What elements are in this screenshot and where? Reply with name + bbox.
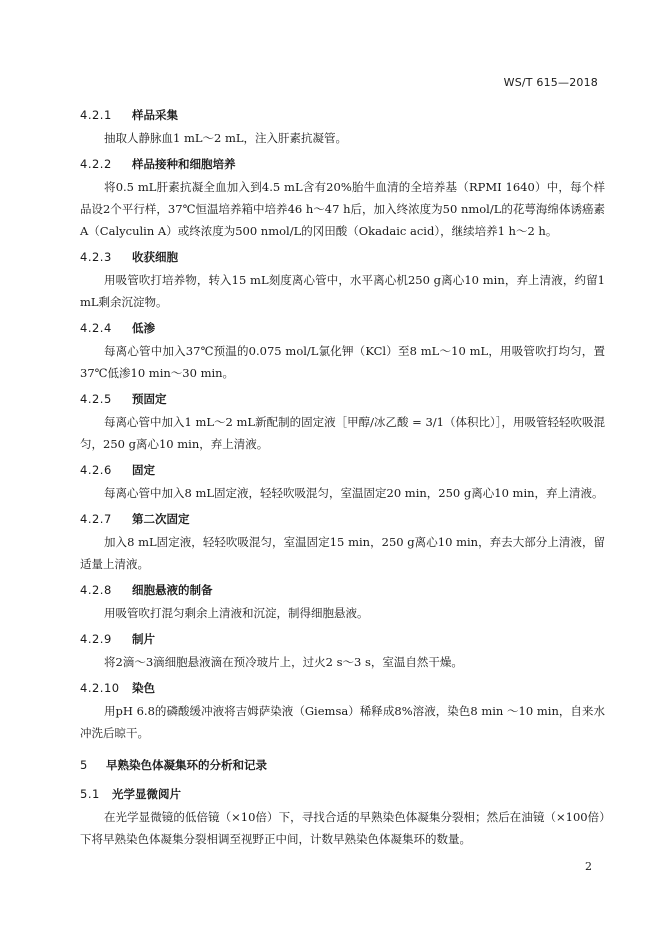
section-heading [80,104,605,127]
chapter-number: 5 [80,758,88,772]
section-number: 4.2.10 [80,681,120,695]
section-number: 4.2.6 [80,463,112,477]
document-body [80,104,605,854]
section-title: 固定 [132,463,155,477]
section-heading [80,628,605,651]
section-number: 4.2.1 [80,108,112,122]
section-title: 样品采集 [132,108,178,122]
section-number: 4.2.7 [80,512,112,526]
section-title: 染色 [132,681,155,695]
section-title: 第二次固定 [132,512,190,526]
section-text: 用吸管吹打混匀剩余上清液和沉淀，制得细胞悬液。 [104,606,369,620]
section-number: 4.2.9 [80,632,112,646]
section-number: 4.2.8 [80,583,112,597]
subsection-title: 光学显微阅片 [112,787,181,801]
section-title: 收获细胞 [132,250,178,264]
section-title: 预固定 [132,392,167,406]
section-heading [80,459,605,482]
section-text: 加入8 mL固定液，轻轻吹吸混匀，室温固定15 min，250 g离心10 min，弃去大部分上清液，留适量上清液。 [80,535,605,571]
section-number: 4.2.2 [80,157,112,171]
section-text: 抽取人静脉血1 mL～2 mL，注入肝素抗凝管。 [104,131,348,145]
subsection-text: 在光学显微镜的低倍镜（×10倍）下，寻找合适的早熟染色体凝集分裂相；然后在油镜（×100倍）下将早熟染色体凝集分裂相调至视野正中间，计数早熟染色体凝集环的数量。 [80,810,605,846]
page-number: 2 [585,860,592,873]
section-text: 每离心管中加入1 mL～2 mL新配制的固定液［甲醇/冰乙酸 = 3/1（体积比）］，用吸管轻轻吹吸混匀，250 g离心10 min，弃上清液。 [80,415,605,451]
section-text: 用pH 6.8的磷酸缓冲液将吉姆萨染液（Giemsa）稀释成8%溶液，染色8 min ～10 min，自来水冲洗后晾干。 [80,704,605,740]
section-title: 制片 [132,632,155,646]
subsection-heading [80,783,605,806]
section-heading [80,508,605,531]
section-heading [80,677,605,700]
section-number: 4.2.4 [80,321,112,335]
section-title: 样品接种和细胞培养 [132,157,236,171]
section-text: 每离心管中加入37℃预温的0.075 mol/L氯化钾（KCl）至8 mL～10 mL，用吸管吹打均匀，置37℃低渗10 min～30 min。 [80,344,605,380]
section-number: 4.2.3 [80,250,112,264]
section-number: 4.2.5 [80,392,112,406]
standard-code: WS/T 615—2018 [503,76,598,89]
section-title: 细胞悬液的制备 [132,583,213,597]
subsection-number: 5.1 [80,787,100,801]
section-heading [80,153,605,176]
section-text: 将2滴～3滴细胞悬液滴在预冷玻片上，过火2 s～3 s，室温自然干燥。 [104,655,463,669]
section-heading [80,246,605,269]
chapter-title: 早熟染色体凝集环的分析和记录 [106,758,267,772]
section-text: 用吸管吹打培养物，转入15 mL刻度离心管中，水平离心机250 g离心10 min，弃上清液，约留1 mL剩余沉淀物。 [80,273,605,309]
section-heading [80,388,605,411]
section-text: 每离心管中加入8 mL固定液，轻轻吹吸混匀，室温固定20 min，250 g离心10 min，弃上清液。 [104,486,604,500]
section-heading [80,317,605,340]
section-heading [80,579,605,602]
section-text: 将0.5 mL肝素抗凝全血加入到4.5 mL含有20%胎牛血清的全培养基（RPMI 1640）中，每个样品设2个平行样，37℃恒温培养箱中培养46 h～47 h后，加入终浓度为50 nmol/L的花萼海绵体诱癌素A（Calyculin A）或终浓度为500 nmol/L的冈田酸（Okadaic acid），继续培养1 h～2 h。 [80,180,605,238]
section-title: 低渗 [132,321,155,335]
chapter-heading [80,754,605,777]
